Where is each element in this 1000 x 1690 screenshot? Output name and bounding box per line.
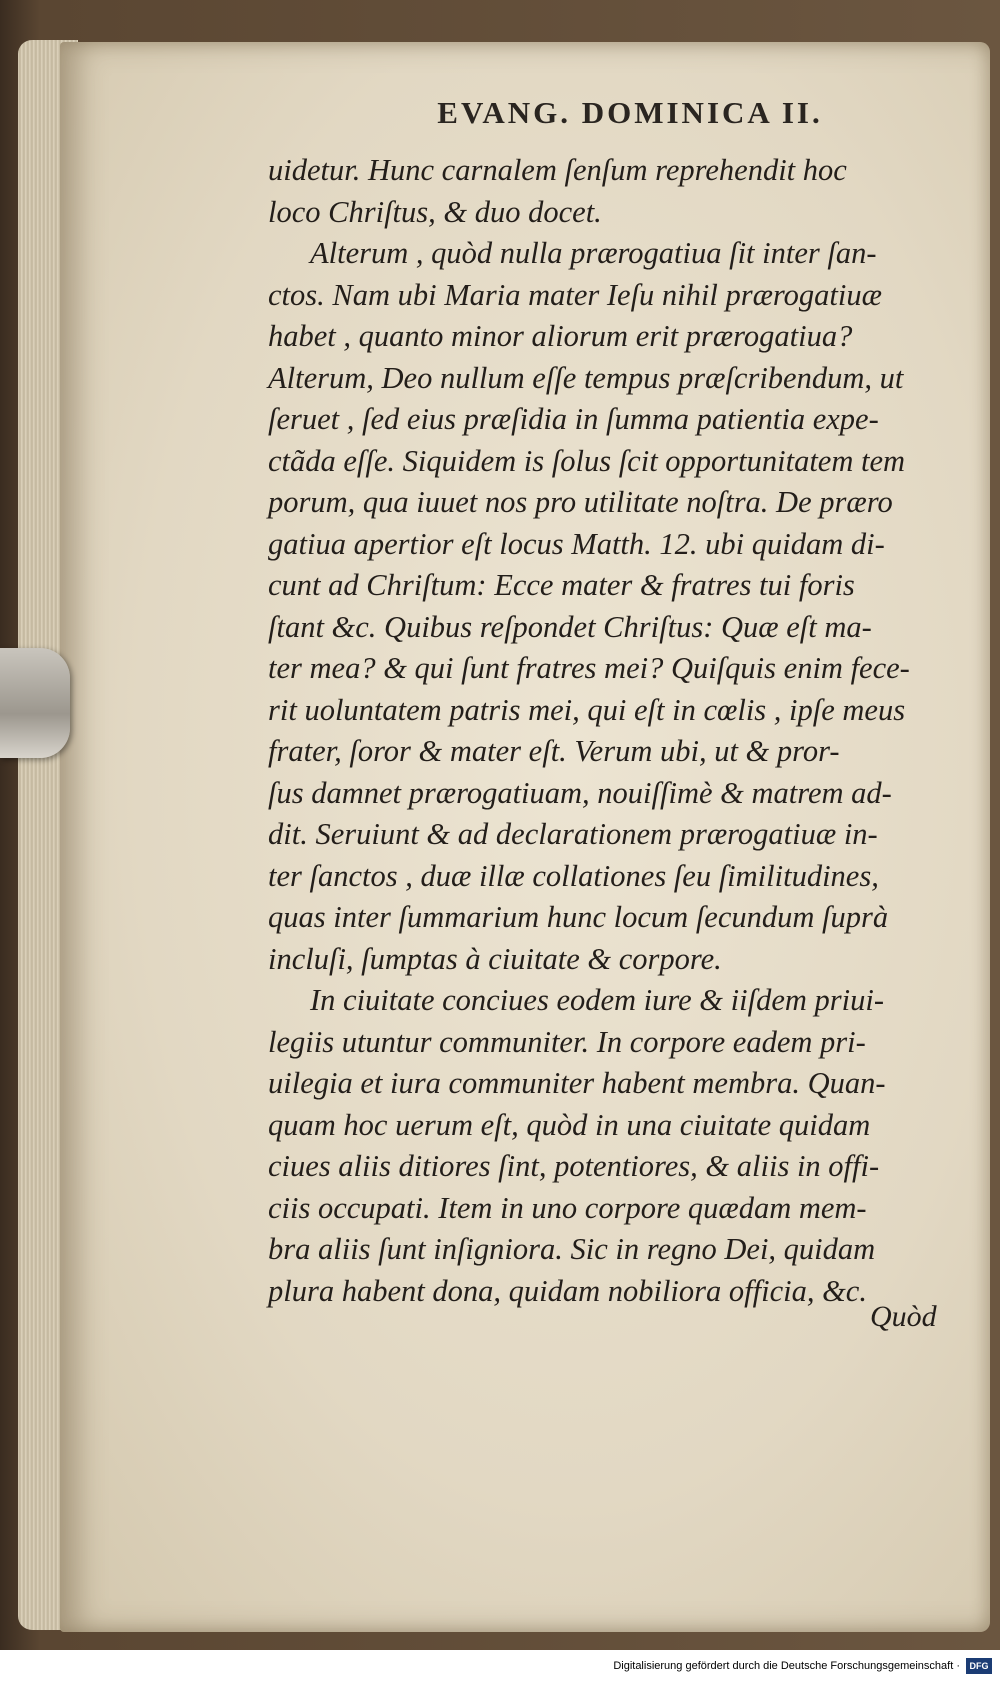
text-line: Alterum, Deo nullum eſſe tempus præſcribendum, ut (268, 360, 904, 395)
text-line: quam hoc uerum eſt, quòd in una ciuitate quidam (268, 1107, 871, 1142)
text-line: ſeruet , ſed eius præſidia in ſumma patientia expe- (268, 402, 879, 436)
text-line: ciis occupati. Item in uno corpore quædam mem- (268, 1190, 867, 1225)
text-line: plura habent dona, quidam nobiliora officia, &c. (268, 1273, 867, 1308)
text-line: ſus damnet prærogatiuam, nouiſſimè & matrem ad- (268, 775, 892, 810)
text-line: ſtant &c. Quibus reſpondet Chriſtus: Quæ eſt ma- (268, 609, 872, 644)
body-text (268, 150, 948, 1312)
catchword: Quòd (870, 1300, 937, 1333)
text-line: cunt ad Chriſtum: Ecce mater & fratres tui foris (268, 568, 855, 602)
text-line: porum, qua iuuet nos pro utilitate noſtra. De præro (268, 485, 893, 519)
text-line: ter ſanctos , duæ illæ collationes ſeu ſimilitudines, (268, 858, 879, 893)
running-head: EVANG. DOMINICA II. (437, 95, 823, 130)
text-line: bra aliis ſunt inſigniora. Sic in regno Dei, quidam (268, 1232, 876, 1266)
text-line: ter mea? & qui ſunt fratres mei? Quiſquis enim fece- (268, 651, 910, 685)
text-line: gatiua apertior eſt locus Matth. 12. ubi quidam di- (268, 526, 885, 561)
text-line: uidetur. Hunc carnalem ſenſum reprehendit hoc (268, 153, 847, 187)
text-line: incluſi, ſumptas à ciuitate & corpore. (268, 941, 722, 976)
dfg-logo: DFG (966, 1658, 992, 1674)
footer-credit: Digitalisierung gefördert durch die Deutsche Forschungsgemeinschaft · (613, 1660, 960, 1672)
text-line: habet , quanto minor aliorum erit prærogatiua? (268, 319, 853, 353)
clasp (0, 648, 70, 758)
text-line: loco Chriſtus, & duo docet. (268, 194, 602, 229)
text-line: ctãda eſſe. Siquidem is ſolus ſcit opportunitatem tem (268, 443, 906, 478)
text-line: In ciuitate conciues eodem iure & iiſdem priui- (310, 983, 884, 1017)
text-line: rit uoluntatem patris mei, qui eſt in cœlis , ipſe meus (268, 692, 906, 727)
footer-bar (0, 1650, 1000, 1690)
text-line: quas inter ſummarium hunc locum ſecundum ſuprà (268, 900, 889, 934)
text-line: Alterum , quòd nulla prærogatiua ſit inter ſan- (310, 236, 877, 270)
text-line: legiis utuntur communiter. In corpore eadem pri- (268, 1024, 866, 1059)
text-line: ctos. Nam ubi Maria mater Ieſu nihil prærogatiuæ (268, 277, 882, 312)
text-line: dit. Seruiunt & ad declarationem prærogatiuæ in- (268, 817, 878, 851)
text-line: frater, ſoror & mater eſt. Verum ubi, ut & pror- (268, 734, 840, 768)
text-line: uilegia et iura communiter habent membra. Quan- (268, 1066, 886, 1100)
text-line: ciues aliis ditiores ſint, potentiores, & aliis in offi- (268, 1149, 880, 1183)
